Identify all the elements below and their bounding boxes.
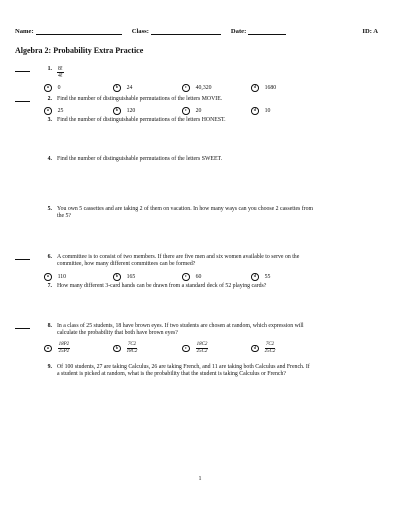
choice-text: 20 xyxy=(195,107,202,114)
class-label: Class: xyxy=(131,28,149,35)
question-9 xyxy=(15,364,378,379)
question-text xyxy=(57,66,378,79)
question-number: 9. xyxy=(47,364,52,370)
choice-d[interactable] xyxy=(251,84,320,92)
choice-circle: d xyxy=(251,273,259,281)
choice-text: 60 xyxy=(195,273,202,280)
choice-b[interactable] xyxy=(113,84,182,92)
choice-circle: c xyxy=(182,273,190,281)
choice-text: 1680 xyxy=(264,84,277,91)
question-text xyxy=(57,323,378,337)
combination-numerator: 18P2 xyxy=(58,342,70,347)
choice-circle: a xyxy=(44,107,52,115)
name-label: Name: xyxy=(15,28,34,35)
question-number: 1. xyxy=(47,66,52,72)
page-title: Algebra 2: Probability Extra Practice xyxy=(15,46,144,55)
date-field[interactable] xyxy=(248,27,286,35)
choice-circle: c xyxy=(182,345,190,353)
combination-fraction xyxy=(265,342,276,355)
choice-text: 24 xyxy=(126,84,133,91)
choice-circle: c xyxy=(182,107,190,115)
choice-circle: d xyxy=(251,345,259,353)
question-text: Find the number of distinguishable permutations of the letters MOVIE. xyxy=(57,96,223,102)
fraction xyxy=(57,66,64,79)
question-text-line: committee, how many different committees can be formed? xyxy=(57,261,196,267)
answer-blank-1[interactable] xyxy=(15,71,30,72)
answer-blank-2[interactable] xyxy=(15,101,30,102)
question-number: 7. xyxy=(47,283,52,289)
choice-text: 55 xyxy=(264,273,271,280)
choice-text: 10 xyxy=(264,107,271,114)
choice-circle: a xyxy=(44,84,52,92)
question-text-line: a student is picked at random, what is the probability that the student is taking Calculus or French? xyxy=(57,371,286,377)
combination-denominator: 25C2 xyxy=(196,349,208,354)
question-number: 8. xyxy=(47,323,52,329)
question-text xyxy=(57,206,378,220)
choice-b[interactable] xyxy=(113,107,182,115)
choice-text: 120 xyxy=(126,107,136,114)
choice-circle: a xyxy=(44,345,52,353)
choice-text: 110 xyxy=(57,273,67,280)
choice-text: 165 xyxy=(126,273,136,280)
question-number: 6. xyxy=(47,254,52,260)
choice-a[interactable] xyxy=(44,107,113,115)
choice-circle: c xyxy=(182,84,190,92)
question-text-line: Of 100 students, 27 are taking Calculus, 26 are taking French, and 11 are taking both Calculus and French. If xyxy=(57,364,310,370)
combination-fraction xyxy=(58,342,71,355)
fraction-numerator: 8! xyxy=(58,66,63,72)
question-number: 5. xyxy=(47,206,52,212)
choice-c[interactable] xyxy=(182,273,251,281)
choice-d[interactable] xyxy=(251,107,320,115)
choice-d[interactable] xyxy=(251,273,320,281)
name-field[interactable] xyxy=(36,27,122,35)
choice-c[interactable] xyxy=(182,107,251,115)
answer-blank-8[interactable] xyxy=(15,328,30,329)
question-text: Find the number of distinguishable permutations of the letters SWEET. xyxy=(57,156,223,162)
combination-denominator: 25C2 xyxy=(264,349,276,354)
choices-1 xyxy=(44,84,400,92)
question-8 xyxy=(15,323,378,338)
combination-numerator: 7C2 xyxy=(127,342,137,347)
choice-a[interactable] xyxy=(44,84,113,92)
choice-circle: b xyxy=(113,107,121,115)
choice-text: 40,320 xyxy=(195,84,212,91)
choices-8 xyxy=(44,342,400,355)
choice-text: 25 xyxy=(57,107,64,114)
choice-c[interactable] xyxy=(182,84,251,92)
choice-circle: d xyxy=(251,107,259,115)
question-text-line: You own 5 cassettes and are taking 2 of them on vacation. In how many ways can you choose 2 cassettes from xyxy=(57,206,314,212)
question-4 xyxy=(15,156,378,164)
question-5 xyxy=(15,206,378,221)
header xyxy=(15,27,378,35)
choice-text: 0 xyxy=(57,84,61,91)
question-text-line: A committee is to consist of two members. If there are five men and six women available to serve on the xyxy=(57,254,300,260)
choice-circle: b xyxy=(113,345,121,353)
question-number: 4. xyxy=(47,156,52,162)
class-field[interactable] xyxy=(151,27,221,35)
date-label: Date: xyxy=(230,28,247,35)
choices-2 xyxy=(44,107,400,115)
choice-circle: a xyxy=(44,273,52,281)
question-1 xyxy=(15,66,378,78)
question-6 xyxy=(15,254,378,269)
choice-c[interactable] xyxy=(182,342,251,355)
id-label: ID: A xyxy=(362,28,378,35)
question-text-line: the 5? xyxy=(57,213,72,219)
combination-denominator: 18C2 xyxy=(126,349,138,354)
answer-blank-6[interactable] xyxy=(15,259,30,260)
choice-circle: d xyxy=(251,84,259,92)
question-number: 3. xyxy=(47,117,52,123)
choice-a[interactable] xyxy=(44,342,113,355)
choice-d[interactable] xyxy=(251,342,320,355)
choice-b[interactable] xyxy=(113,273,182,281)
choice-a[interactable] xyxy=(44,273,113,281)
question-text: How many different 3-card hands can be drawn from a standard deck of 52 playing cards? xyxy=(57,283,267,289)
page-number: 1 xyxy=(198,476,202,482)
combination-denominator: 25P2 xyxy=(58,349,70,354)
question-7 xyxy=(15,283,378,291)
combination-fraction xyxy=(196,342,209,355)
question-2 xyxy=(15,96,378,104)
fraction-denominator: 4! xyxy=(58,73,63,79)
question-number: 2. xyxy=(47,96,52,102)
combination-fraction xyxy=(127,342,138,355)
question-text: Find the number of distinguishable permutations of the letters HONEST. xyxy=(57,117,226,123)
question-3 xyxy=(15,117,378,125)
choice-b[interactable] xyxy=(113,342,182,355)
question-text-line: In a class of 25 students, 18 have brown eyes. If two students are chosen at random, which expression will xyxy=(57,323,304,329)
choices-6 xyxy=(44,273,400,281)
combination-numerator: 7C2 xyxy=(265,342,275,347)
combination-numerator: 18C2 xyxy=(196,342,208,347)
choice-circle: b xyxy=(113,84,121,92)
question-text-line: calculate the probability that both have brown eyes? xyxy=(57,330,178,336)
question-text xyxy=(57,364,378,378)
choice-circle: b xyxy=(113,273,121,281)
question-text xyxy=(57,254,378,268)
